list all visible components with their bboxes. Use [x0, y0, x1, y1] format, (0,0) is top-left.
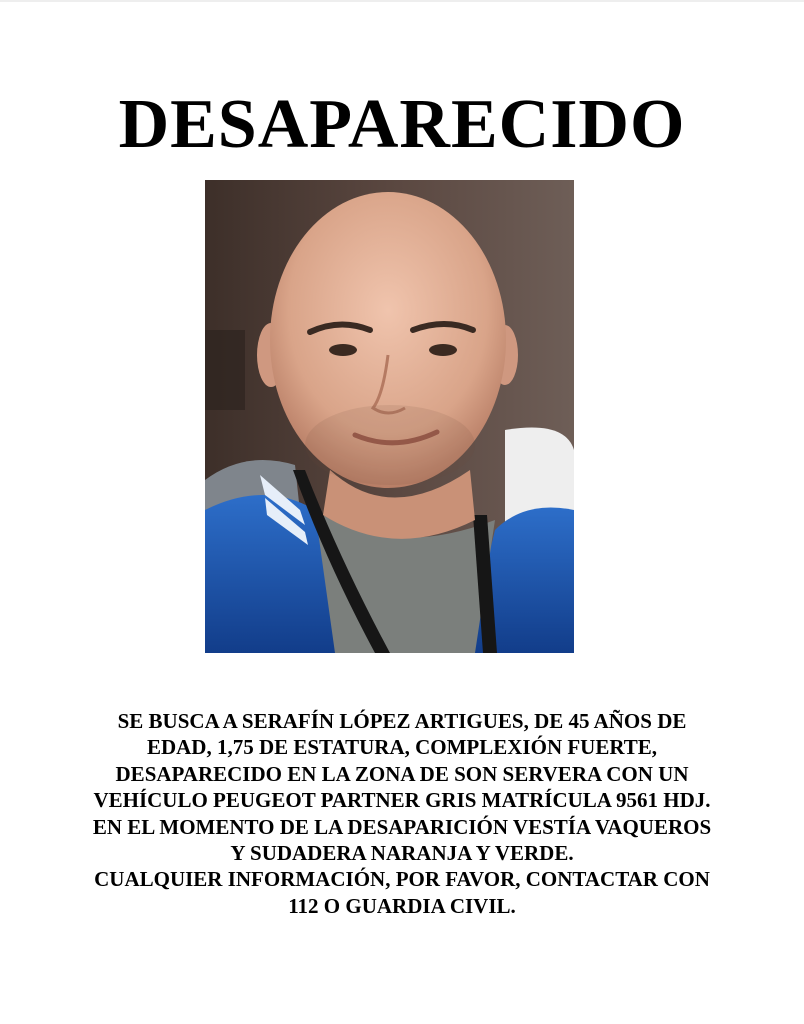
description-line: EN EL MOMENTO DE LA DESAPARICIÓN VESTÍA VAQUEROS [92, 814, 712, 839]
description-line: DESAPARECIDO EN LA ZONA DE SON SERVERA CON UN [115, 761, 689, 786]
description-line: Y SUDADERA NARANJA Y VERDE. [230, 841, 574, 866]
missing-person-description [40, 708, 764, 919]
description-line: VEHÍCULO PEUGEOT PARTNER GRIS MATRÍCULA 9561 HDJ. [93, 788, 711, 813]
contact-line: CUALQUIER INFORMACIÓN, POR FAVOR, CONTACTAR CON [94, 867, 710, 892]
description-line: EDAD, 1,75 DE ESTATURA, COMPLEXIÓN FUERTE, [146, 735, 658, 760]
description-line: SE BUSCA A SERAFÍN LÓPEZ ARTIGUES, DE 45 AÑOS DE [117, 709, 687, 733]
poster-title: DESAPARECIDO [118, 86, 686, 163]
person-photo [205, 180, 574, 653]
contact-line: 112 O GUARDIA CIVIL. [288, 893, 516, 918]
